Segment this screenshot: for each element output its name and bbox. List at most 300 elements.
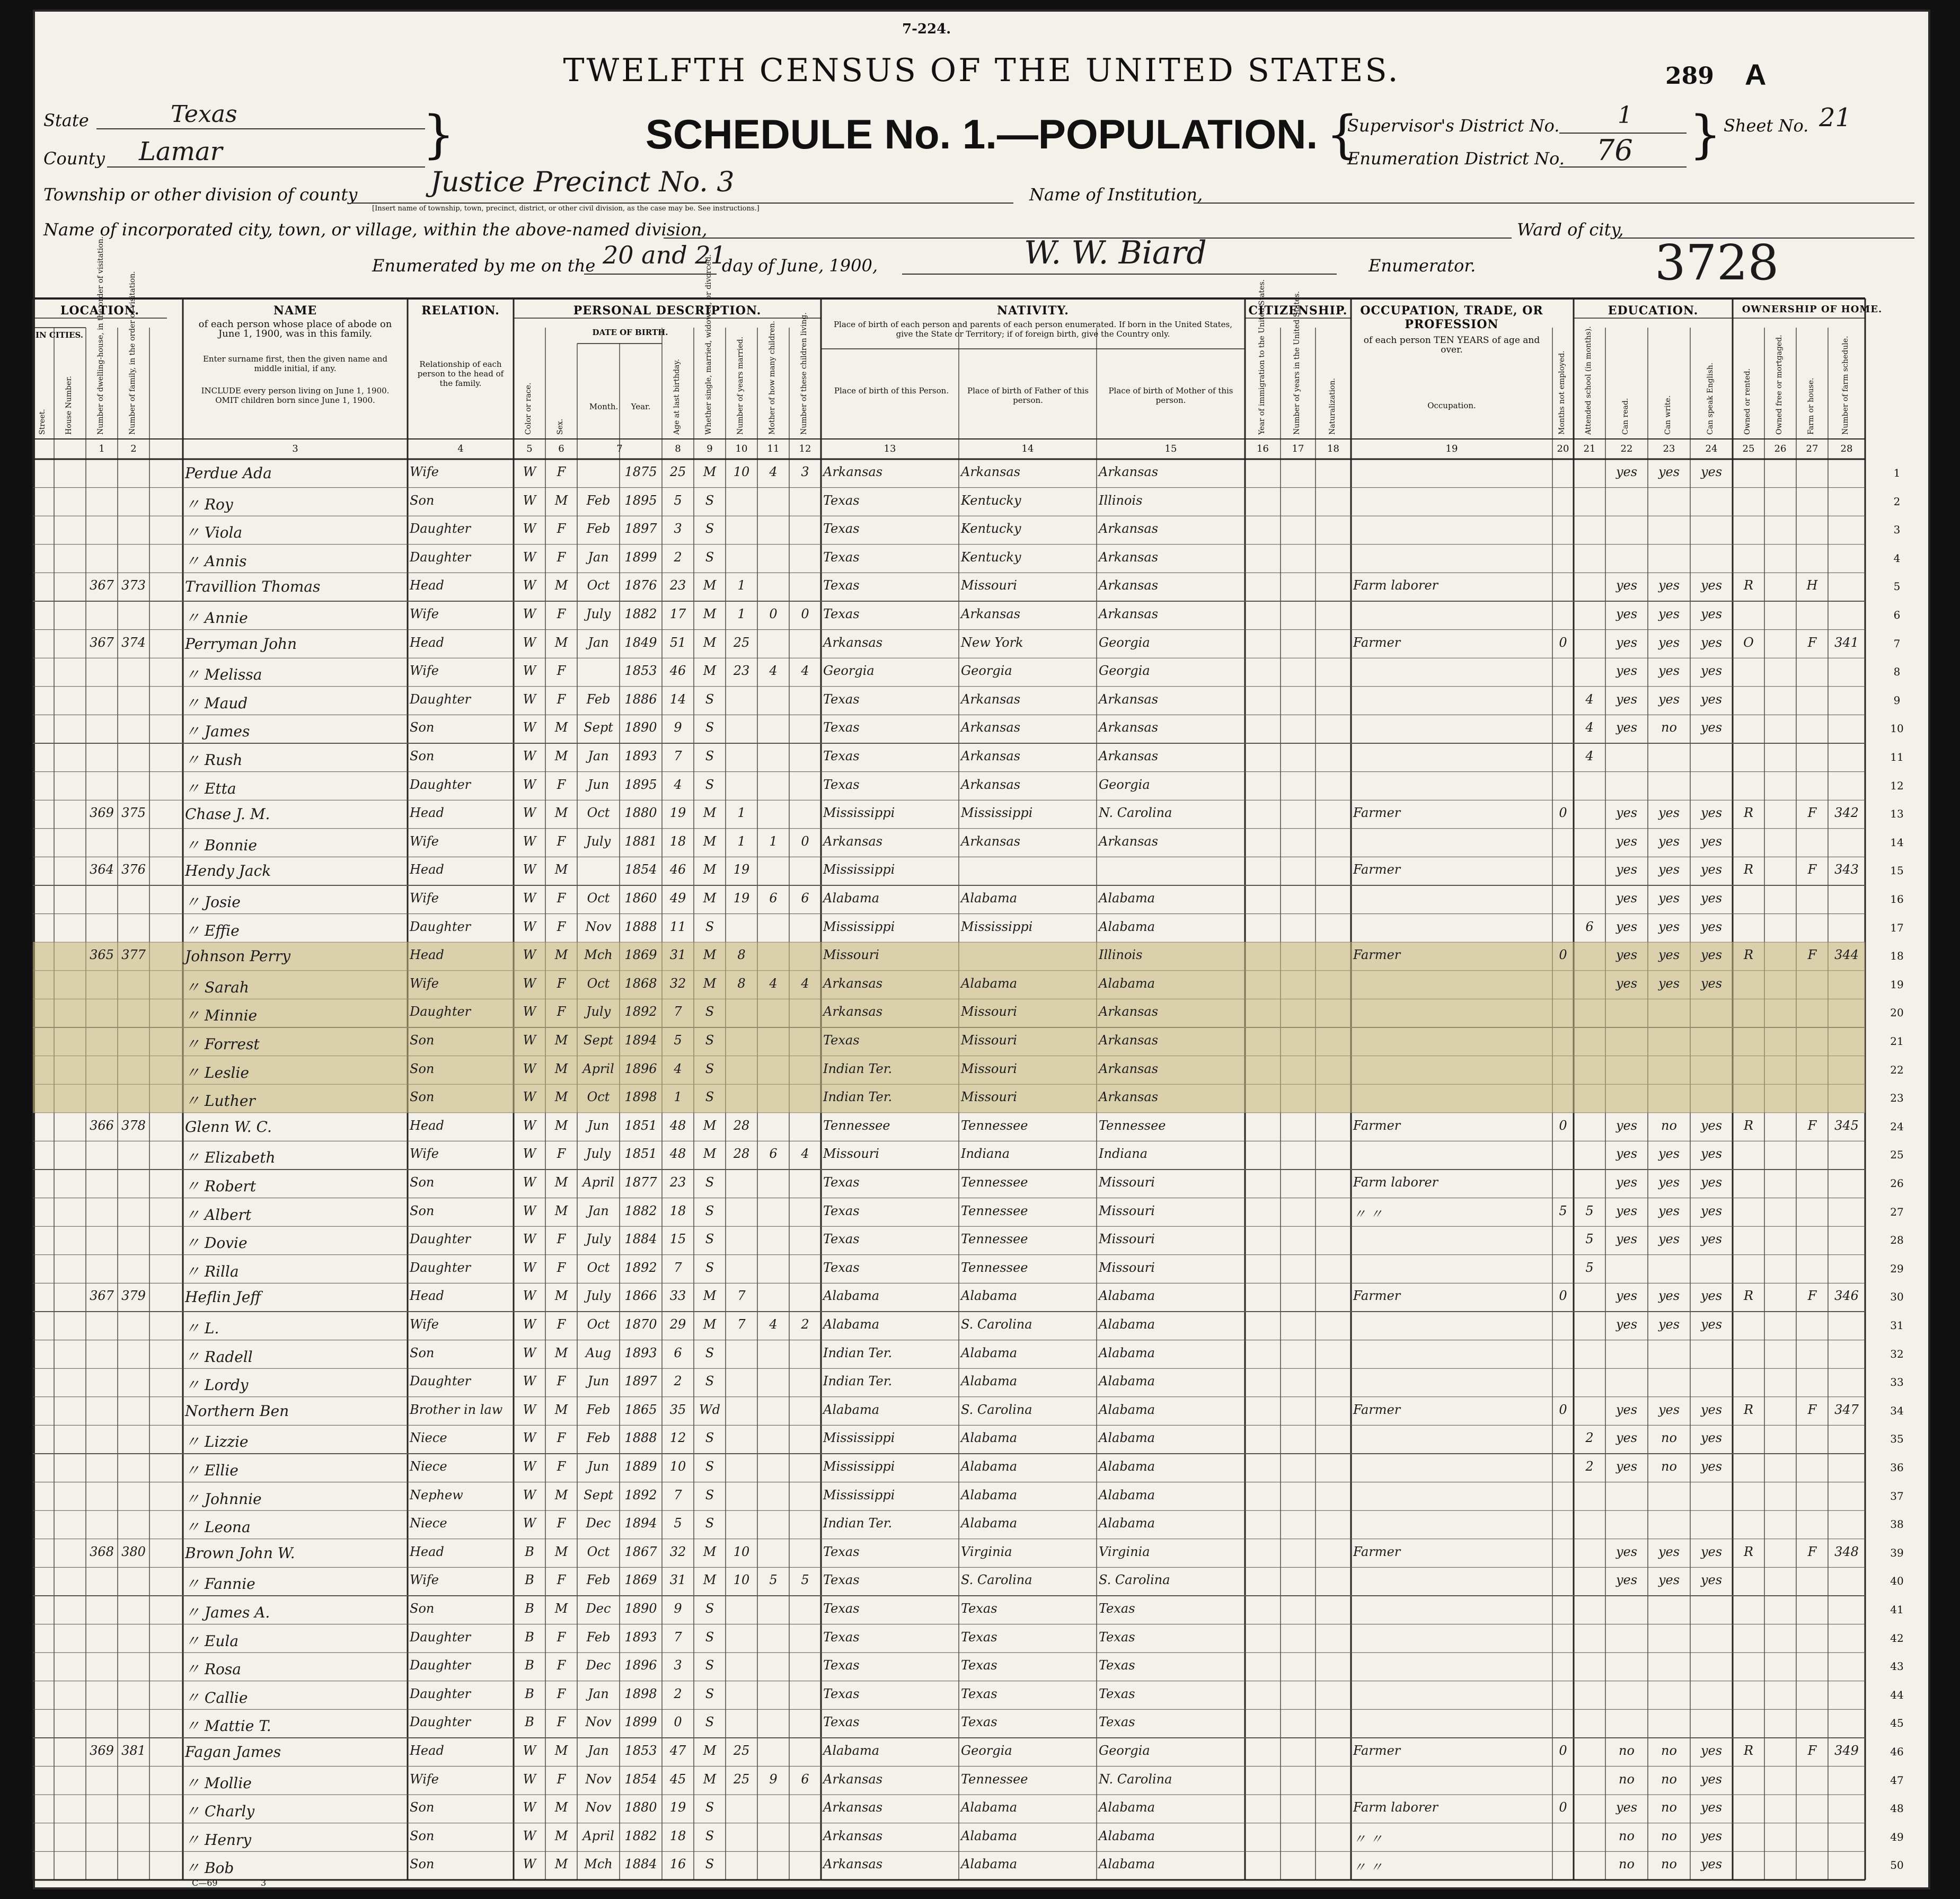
cell-col: W bbox=[523, 1743, 536, 1758]
cell-yr: 1881 bbox=[624, 833, 657, 849]
cell-mar: M bbox=[703, 464, 717, 479]
cell-col: W bbox=[523, 1288, 536, 1304]
cell-sex: M bbox=[554, 1544, 568, 1559]
cell-fb: Missouri bbox=[961, 578, 1017, 593]
cell-pb: Alabama bbox=[823, 1402, 880, 1417]
cell-age: 4 bbox=[674, 1061, 682, 1076]
sub-birth-mother: Place of birth of Mother of this person. bbox=[1108, 386, 1233, 405]
cell-age: 32 bbox=[669, 975, 686, 991]
cell-sex: F bbox=[557, 919, 566, 934]
cell-ch: 4 bbox=[769, 663, 778, 679]
cell-age: 18 bbox=[669, 833, 686, 849]
cell-sch: 6 bbox=[1585, 919, 1594, 934]
cell-yr: 1882 bbox=[624, 1203, 657, 1218]
cell-sp: yes bbox=[1700, 947, 1723, 963]
column-number: 10 bbox=[735, 443, 748, 454]
cell-mo: Dec bbox=[586, 1516, 611, 1531]
cell-occ: Farmer bbox=[1353, 1544, 1401, 1559]
cell-mo: Jun bbox=[587, 777, 610, 792]
cell-sex: F bbox=[557, 1004, 566, 1019]
cell-name: 〃 Ellie bbox=[185, 1462, 239, 1479]
cell-pb: Texas bbox=[823, 606, 860, 621]
cell-unemp: 0 bbox=[1559, 805, 1567, 821]
cell-yr: 1849 bbox=[624, 635, 657, 650]
cell-name: 〃 Radell bbox=[185, 1348, 253, 1366]
cell-yr: 1896 bbox=[624, 1061, 657, 1076]
cell-fh: H bbox=[1806, 578, 1818, 593]
cell-sch: 5 bbox=[1585, 1232, 1594, 1247]
cell-ch: 5 bbox=[769, 1572, 778, 1588]
cell-yr: 1893 bbox=[624, 749, 657, 763]
cell-mo: Mch bbox=[584, 947, 613, 963]
vertical-header-fh: Farm or house. bbox=[1807, 377, 1815, 435]
cell-rel: Son bbox=[410, 720, 435, 735]
cell-age: 31 bbox=[669, 947, 686, 963]
cell-sex: M bbox=[554, 1089, 568, 1105]
cell-mar: S bbox=[705, 1061, 714, 1076]
cell-fb: Missouri bbox=[961, 1004, 1017, 1019]
cell-wr: no bbox=[1661, 1430, 1677, 1446]
cell-sch: 5 bbox=[1585, 1203, 1594, 1218]
cell-col: W bbox=[523, 1260, 536, 1275]
cell-col: W bbox=[523, 1175, 536, 1190]
column-number: 6 bbox=[558, 443, 564, 454]
cell-sex: M bbox=[554, 947, 568, 963]
line-number: 4 bbox=[1893, 551, 1901, 565]
cell-mb: Georgia bbox=[1099, 635, 1150, 650]
hdr-nativity-desc: Place of birth of each person and parents of each person enumerated. If born in the United States, give the State or Territory; if of foreign birth, give the Country only. bbox=[833, 320, 1233, 339]
cell-mo: Nov bbox=[585, 1715, 612, 1730]
cell-mo: Oct bbox=[587, 975, 610, 991]
cell-col: B bbox=[525, 1629, 534, 1645]
cell-sch: 4 bbox=[1585, 720, 1594, 735]
cell-own: R bbox=[1743, 1402, 1754, 1417]
cell-rel: Head bbox=[410, 635, 444, 650]
cell-sp: yes bbox=[1700, 635, 1723, 650]
cell-rel: Niece bbox=[410, 1430, 447, 1446]
cell-age: 2 bbox=[674, 1374, 682, 1389]
cell-ym: 1 bbox=[737, 833, 746, 849]
cell-rd: yes bbox=[1615, 947, 1638, 963]
cell-sex: F bbox=[557, 1459, 566, 1474]
cell-yr: 1884 bbox=[624, 1857, 657, 1872]
cell-mb: Alabama bbox=[1099, 891, 1155, 905]
cell-age: 7 bbox=[674, 1487, 682, 1502]
line-number: 35 bbox=[1890, 1432, 1904, 1446]
cell-mb: Alabama bbox=[1099, 1288, 1155, 1304]
cell-rel: Daughter bbox=[410, 1629, 471, 1645]
hdr-name: NAME bbox=[273, 304, 317, 318]
cell-col: W bbox=[523, 891, 536, 905]
cell-name: 〃 Rosa bbox=[185, 1660, 241, 1678]
cell-mo: Mch bbox=[584, 1857, 613, 1872]
cell-ym: 7 bbox=[737, 1317, 746, 1332]
cell-name: 〃 Lordy bbox=[185, 1376, 249, 1394]
cell-wr: yes bbox=[1658, 691, 1680, 707]
sheet-value: 21 bbox=[1819, 103, 1852, 133]
line-number: 28 bbox=[1890, 1234, 1904, 1247]
cell-sex: M bbox=[554, 1601, 568, 1616]
cell-sex: F bbox=[557, 1374, 566, 1389]
cell-name: 〃 Rush bbox=[185, 751, 243, 769]
cell-name: Chase J. M. bbox=[185, 805, 270, 823]
cell-rel: Son bbox=[410, 1601, 435, 1616]
cell-pb: Mississippi bbox=[823, 919, 895, 934]
cell-sp: yes bbox=[1700, 1743, 1723, 1758]
cell-occ: 〃 〃 bbox=[1353, 1206, 1383, 1221]
cell-yr: 1860 bbox=[624, 891, 657, 905]
cell-mb: Alabama bbox=[1099, 1374, 1155, 1389]
cell-name: 〃 Robert bbox=[185, 1177, 256, 1195]
line-number: 8 bbox=[1893, 665, 1901, 679]
column-number: 19 bbox=[1445, 443, 1458, 454]
cell-fb: Tennessee bbox=[961, 1260, 1028, 1275]
cell-sp: yes bbox=[1700, 464, 1723, 479]
cell-mb: Arkansas bbox=[1099, 464, 1159, 479]
cell-rel: Son bbox=[410, 1345, 435, 1360]
cell-unemp: 0 bbox=[1559, 635, 1567, 650]
cell-age: 18 bbox=[669, 1203, 686, 1218]
cell-mb: Missouri bbox=[1099, 1203, 1155, 1218]
cell-pb: Arkansas bbox=[823, 1800, 883, 1815]
footer-form-code: C—69 bbox=[192, 1878, 218, 1888]
cell-fs: 347 bbox=[1834, 1402, 1859, 1417]
cell-age: 47 bbox=[669, 1743, 686, 1758]
cell-pb: Alabama bbox=[823, 1288, 880, 1304]
cell-yr: 1886 bbox=[624, 691, 657, 707]
cell-fb: Alabama bbox=[961, 975, 1018, 991]
cell-age: 18 bbox=[669, 1828, 686, 1843]
cell-mb: Arkansas bbox=[1099, 1004, 1159, 1019]
cell-mar: S bbox=[705, 1629, 714, 1645]
cell-dw: 367 bbox=[90, 1288, 114, 1304]
line-number: 16 bbox=[1890, 893, 1904, 905]
hdr-location: LOCATION. bbox=[60, 304, 140, 318]
cell-age: 5 bbox=[674, 493, 682, 508]
cell-own: R bbox=[1743, 578, 1754, 593]
cell-mo: Feb bbox=[586, 1430, 611, 1446]
township-note: [Insert name of township, town, precinct, district, or other civil division, as the case may be. See instructions.] bbox=[372, 205, 760, 213]
cell-fb: Alabama bbox=[961, 1459, 1018, 1474]
column-number: 11 bbox=[767, 443, 780, 454]
cell-mo: July bbox=[586, 1146, 611, 1162]
cell-yr: 1899 bbox=[624, 1715, 657, 1730]
line-number: 14 bbox=[1890, 836, 1904, 849]
vertical-header-unemp: Months not employed. bbox=[1558, 350, 1566, 435]
cell-sp: yes bbox=[1700, 1146, 1723, 1162]
cell-wr: yes bbox=[1658, 975, 1680, 991]
cell-wr: yes bbox=[1658, 862, 1680, 877]
cell-pb: Texas bbox=[823, 720, 860, 735]
cell-ch: 6 bbox=[769, 1146, 778, 1162]
cell-mb: S. Carolina bbox=[1099, 1572, 1170, 1588]
cell-rel: Daughter bbox=[410, 1260, 471, 1275]
cell-mar: S bbox=[705, 521, 714, 537]
cell-wr: yes bbox=[1658, 947, 1680, 963]
cell-wr: yes bbox=[1658, 805, 1680, 821]
cell-mb: Alabama bbox=[1099, 1800, 1155, 1815]
cell-pb: Alabama bbox=[823, 891, 880, 905]
cell-sex: F bbox=[557, 777, 566, 792]
cell-pb: Arkansas bbox=[823, 1828, 883, 1843]
cell-pb: Texas bbox=[823, 521, 860, 537]
cell-sp: yes bbox=[1700, 805, 1723, 821]
cell-fs: 343 bbox=[1834, 862, 1859, 877]
cell-yr: 1870 bbox=[624, 1317, 657, 1332]
cell-mar: S bbox=[705, 777, 714, 792]
cell-mb: Alabama bbox=[1099, 919, 1155, 934]
cell-sex: F bbox=[557, 1715, 566, 1730]
cell-age: 46 bbox=[669, 663, 686, 679]
cell-rd: yes bbox=[1615, 1459, 1638, 1474]
cell-fb: Arkansas bbox=[961, 749, 1021, 763]
cell-age: 45 bbox=[669, 1771, 686, 1787]
cell-fb: Mississippi bbox=[961, 805, 1033, 821]
cell-sex: M bbox=[554, 1487, 568, 1502]
hdr-citizenship: CITIZENSHIP. bbox=[1248, 304, 1348, 318]
cell-sp: yes bbox=[1700, 1288, 1723, 1304]
cell-occ: Farm laborer bbox=[1353, 578, 1438, 593]
cell-col: W bbox=[523, 1118, 536, 1133]
cell-occ: Farmer bbox=[1353, 1288, 1401, 1304]
column-number: 16 bbox=[1257, 443, 1269, 454]
cell-yr: 1895 bbox=[624, 777, 657, 792]
cell-age: 48 bbox=[669, 1146, 686, 1162]
cell-age: 35 bbox=[669, 1402, 686, 1417]
cell-rd: yes bbox=[1615, 862, 1638, 877]
cell-mo: July bbox=[586, 606, 611, 621]
cell-rel: Nephew bbox=[410, 1487, 463, 1502]
cell-sp: yes bbox=[1700, 1800, 1723, 1815]
cell-rel: Daughter bbox=[410, 1374, 471, 1389]
sub-month: Month. bbox=[589, 402, 619, 411]
cell-sex: F bbox=[557, 1658, 566, 1673]
cell-rel: Daughter bbox=[410, 691, 471, 707]
line-number: 47 bbox=[1890, 1773, 1904, 1787]
cell-rd: yes bbox=[1615, 891, 1638, 905]
cell-mo: Dec bbox=[586, 1658, 611, 1673]
cell-sp: yes bbox=[1700, 833, 1723, 849]
cell-dw: 369 bbox=[90, 805, 114, 821]
cell-pb: Texas bbox=[823, 549, 860, 565]
line-number: 5 bbox=[1893, 580, 1901, 593]
line-number: 22 bbox=[1890, 1063, 1904, 1076]
cell-age: 31 bbox=[669, 1572, 686, 1588]
cell-col: W bbox=[523, 862, 536, 877]
cell-age: 46 bbox=[669, 862, 686, 877]
cell-mar: S bbox=[705, 1175, 714, 1190]
cell-rel: Wife bbox=[410, 1146, 439, 1162]
cell-fb: Texas bbox=[961, 1601, 997, 1616]
enumerated-days: 20 and 21 bbox=[603, 241, 726, 269]
cell-name: 〃 Etta bbox=[185, 779, 236, 797]
cell-name: Hendy Jack bbox=[185, 862, 271, 880]
cell-sex: M bbox=[554, 1402, 568, 1417]
cell-yr: 1894 bbox=[624, 1033, 657, 1048]
cell-fb: Alabama bbox=[961, 1430, 1018, 1446]
line-number: 39 bbox=[1890, 1546, 1904, 1559]
vertical-header-dw: Number of dwelling-house, in the order of visitation. bbox=[96, 236, 105, 435]
cell-mar: M bbox=[703, 862, 717, 877]
cell-mo: Dec bbox=[586, 1601, 611, 1616]
cell-fh: F bbox=[1807, 1118, 1817, 1133]
supervisor-value: 1 bbox=[1618, 102, 1632, 129]
cell-yr: 1853 bbox=[624, 1743, 657, 1758]
cell-mar: M bbox=[703, 1743, 717, 1758]
hdr-name-instr2: INCLUDE every person living on June 1, 1900. OMIT children born since June 1, 1900. bbox=[201, 386, 390, 405]
cell-mo: July bbox=[586, 1004, 611, 1019]
cell-pb: Texas bbox=[823, 1715, 860, 1730]
cell-rel: Son bbox=[410, 1857, 435, 1872]
cell-mb: Arkansas bbox=[1099, 549, 1159, 565]
cell-sex: M bbox=[554, 805, 568, 821]
cell-mb: Alabama bbox=[1099, 1317, 1155, 1332]
cell-unemp: 0 bbox=[1559, 1800, 1567, 1815]
cell-yr: 1898 bbox=[624, 1686, 657, 1701]
cell-own: R bbox=[1743, 947, 1754, 963]
cell-fh: F bbox=[1807, 862, 1817, 877]
cell-ym: 10 bbox=[733, 464, 750, 479]
cell-wr: no bbox=[1661, 1771, 1677, 1787]
cell-col: W bbox=[523, 833, 536, 849]
vertical-header-age: Age at last birthday. bbox=[673, 359, 681, 435]
cell-age: 11 bbox=[669, 919, 686, 934]
cell-wr: yes bbox=[1658, 635, 1680, 650]
cell-sex: M bbox=[554, 1857, 568, 1872]
footer-num: 3 bbox=[261, 1878, 267, 1888]
cell-cl: 5 bbox=[801, 1572, 809, 1588]
cell-rel: Head bbox=[410, 862, 444, 877]
cell-wr: no bbox=[1661, 1743, 1677, 1758]
cell-sex: F bbox=[557, 1686, 566, 1701]
cell-rel: Head bbox=[410, 947, 444, 963]
cell-name: 〃 Fannie bbox=[185, 1575, 255, 1593]
cell-sex: M bbox=[554, 1288, 568, 1304]
cell-col: W bbox=[523, 1004, 536, 1019]
cell-fam: 381 bbox=[121, 1743, 146, 1758]
cell-fb: Arkansas bbox=[961, 606, 1021, 621]
cell-wr: yes bbox=[1658, 1232, 1680, 1247]
cell-col: W bbox=[523, 1374, 536, 1389]
cell-cl: 6 bbox=[801, 1771, 809, 1787]
line-number: 1 bbox=[1893, 467, 1901, 479]
cell-wr: yes bbox=[1658, 1402, 1680, 1417]
cell-col: W bbox=[523, 777, 536, 792]
column-number: 7 bbox=[616, 443, 623, 454]
cell-sp: yes bbox=[1700, 1857, 1723, 1872]
cell-wr: yes bbox=[1658, 1146, 1680, 1162]
cell-sex: F bbox=[557, 1232, 566, 1247]
vertical-header-nat: Naturalization. bbox=[1328, 378, 1337, 435]
cell-mo: Sept bbox=[584, 720, 613, 735]
vertical-header-ym: Number of years married. bbox=[736, 336, 745, 435]
cell-sp: yes bbox=[1700, 919, 1723, 934]
cell-mar: S bbox=[705, 1828, 714, 1843]
cell-name: 〃 Leslie bbox=[185, 1063, 249, 1082]
cell-mb: Texas bbox=[1099, 1629, 1135, 1645]
cell-pb: Georgia bbox=[823, 663, 875, 679]
page-number: 289 bbox=[1665, 63, 1714, 90]
cell-wr: yes bbox=[1658, 606, 1680, 621]
line-number: 2 bbox=[1893, 495, 1901, 508]
cell-sex: F bbox=[557, 1317, 566, 1332]
cell-rel: Head bbox=[410, 578, 444, 593]
cell-rd: yes bbox=[1615, 1800, 1638, 1815]
cell-sp: yes bbox=[1700, 975, 1723, 991]
cell-occ: Farmer bbox=[1353, 1402, 1401, 1417]
cell-mb: Alabama bbox=[1099, 975, 1155, 991]
cell-mar: S bbox=[705, 1686, 714, 1701]
vertical-header-sex: Sex. bbox=[556, 418, 564, 435]
cell-fb: Missouri bbox=[961, 1089, 1017, 1105]
cell-rel: Daughter bbox=[410, 1004, 471, 1019]
vertical-header-cl: Number of these children living. bbox=[800, 312, 808, 435]
vertical-header-house: House Number. bbox=[65, 376, 73, 435]
cell-name: 〃 Minnie bbox=[185, 1007, 258, 1025]
cell-name: 〃 James bbox=[185, 723, 250, 741]
hdr-nativity: NATIVITY. bbox=[997, 304, 1069, 318]
column-number: 25 bbox=[1742, 443, 1755, 454]
cell-name: 〃 Viola bbox=[185, 524, 243, 542]
cell-fb: Indiana bbox=[961, 1146, 1010, 1162]
cell-fb: Missouri bbox=[961, 1033, 1017, 1048]
cell-wr: yes bbox=[1658, 833, 1680, 849]
cell-mar: S bbox=[705, 1345, 714, 1360]
cell-yr: 1888 bbox=[624, 919, 657, 934]
cell-occ: 〃 〃 bbox=[1353, 1831, 1383, 1847]
cell-yr: 1882 bbox=[624, 606, 657, 621]
cell-col: W bbox=[523, 1089, 536, 1105]
cell-col: W bbox=[523, 549, 536, 565]
cell-wr: no bbox=[1661, 720, 1677, 735]
cell-sex: M bbox=[554, 1175, 568, 1190]
cell-sp: yes bbox=[1700, 891, 1723, 905]
cell-age: 3 bbox=[674, 521, 682, 537]
cell-age: 10 bbox=[669, 1459, 686, 1474]
cell-fb: Alabama bbox=[961, 1487, 1018, 1502]
cell-name: 〃 Callie bbox=[185, 1689, 248, 1707]
cell-mar: M bbox=[703, 1288, 717, 1304]
cell-col: W bbox=[523, 1828, 536, 1843]
cell-wr: yes bbox=[1658, 1317, 1680, 1332]
cell-pb: Texas bbox=[823, 1203, 860, 1218]
cell-ch: 1 bbox=[769, 833, 778, 849]
cell-mb: Illinois bbox=[1099, 947, 1143, 963]
cell-sch: 5 bbox=[1585, 1260, 1594, 1275]
cell-sex: F bbox=[557, 606, 566, 621]
cell-mo: Feb bbox=[586, 521, 611, 537]
cell-mo: Nov bbox=[585, 1800, 612, 1815]
cell-mo: Feb bbox=[586, 1572, 611, 1588]
cell-name: 〃 Henry bbox=[185, 1831, 252, 1849]
line-number: 46 bbox=[1890, 1745, 1904, 1758]
cell-mar: M bbox=[703, 947, 717, 963]
column-number: 17 bbox=[1292, 443, 1304, 454]
cell-unemp: 0 bbox=[1559, 1288, 1567, 1304]
brace-left: } bbox=[422, 105, 455, 164]
cell-cl: 4 bbox=[801, 975, 809, 991]
cell-pb: Indian Ter. bbox=[823, 1345, 893, 1360]
cell-mar: S bbox=[705, 1459, 714, 1474]
cell-fs: 346 bbox=[1834, 1288, 1859, 1304]
cell-mo: Sept bbox=[584, 1033, 613, 1048]
brace-open: { bbox=[1326, 105, 1359, 164]
cell-mb: Georgia bbox=[1099, 1743, 1150, 1758]
cell-rel: Daughter bbox=[410, 1715, 471, 1730]
cell-sex: F bbox=[557, 549, 566, 565]
hdr-education: EDUCATION. bbox=[1608, 304, 1699, 318]
cell-mar: M bbox=[703, 663, 717, 679]
